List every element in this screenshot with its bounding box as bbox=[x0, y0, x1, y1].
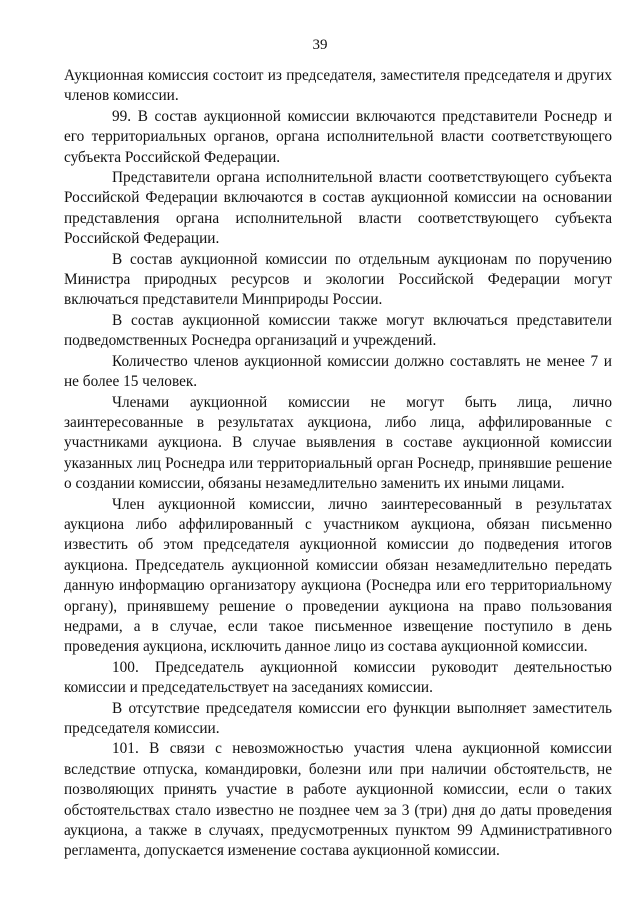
paragraph-member-count: Количество членов аукционной комиссии должно составлять не менее 7 и не более 15 человек. bbox=[64, 352, 612, 391]
paragraph-deputy-chair: В отсутствие председателя комиссии его функции выполняет заместитель председателя комиссии. bbox=[64, 699, 612, 737]
paragraph-clause-99: 99. В состав аукционной комиссии включаются представители Роснедр и его территориальных органов, органа исполнительной власти соответствующего субъекта Российской Федерации. bbox=[64, 107, 612, 166]
paragraph-clause-101: 101. В связи с невозможностью участия члена аукционной комиссии вследствие отпуска, командировки, болезни или при наличии обстоятельств, не позволяющих принять участие в работе аукционной комиссии, если о таких обстоятельствах стало известно не позднее чем за 3 (три) дня до даты проведения аукциона, а также в случаях, предусмотренных пунктом 99 Административного регламента, допускается изменение состава аукционной комиссии. bbox=[64, 740, 612, 860]
paragraph-notification-duty: Член аукционной комиссии, лично заинтересованный в результатах аукциона либо аффилированный с участником аукциона, обязан письменно известить об этом председателя аукционной комиссии до подведения итогов аукциона. Председатель аукционной комиссии обязан незамедлительно передать данную информацию организатору аукциона (Роснедра или его территориальному органу), принявшему решение о проведении аукциона на право пользования недрами, а в случае, если такое письменное извещение поступило в день проведения аукциона, исключить данное лицо из состава аукционной комиссии. bbox=[64, 495, 612, 656]
document-body bbox=[64, 66, 612, 862]
paragraph-regional-representatives: Представители органа исполнительной власти соответствующего субъекта Российской Федерации включаются в состав аукционной комиссии на основании представления органа исполнительной власти соответствующего субъекта Российской Федерации. bbox=[64, 169, 612, 248]
page-number: 39 bbox=[312, 37, 328, 53]
paragraph-conflict-of-interest: Членами аукционной комиссии не могут быть лица, лично заинтересованные в результатах аукциона, либо лица, аффилированные с участниками аукциона. В случае выявления в составе аукционной комиссии указанных лиц Роснедра или территориальный орган Роснедр, принявшие решение о создании комиссии, обязаны незамедлительно заменить их иными лицами. bbox=[64, 393, 612, 493]
paragraph-clause-100: 100. Председатель аукционной комиссии руководит деятельностью комиссии и председательствует на заседаниях комиссии. bbox=[64, 658, 612, 697]
paragraph-ministry-representatives: В состав аукционной комиссии по отдельным аукционам по поручению Министра природных ресурсов и экологии Российской Федерации могут включаться представители Минприроды России. bbox=[64, 250, 612, 309]
paragraph-commission-composition: Аукционная комиссия состоит из председателя, заместителя председателя и других членов комиссии. bbox=[64, 67, 612, 105]
paragraph-subordinate-organizations: В состав аукционной комиссии также могут включаться представители подведомственных Роснедра организаций и учреждений. bbox=[64, 311, 612, 350]
